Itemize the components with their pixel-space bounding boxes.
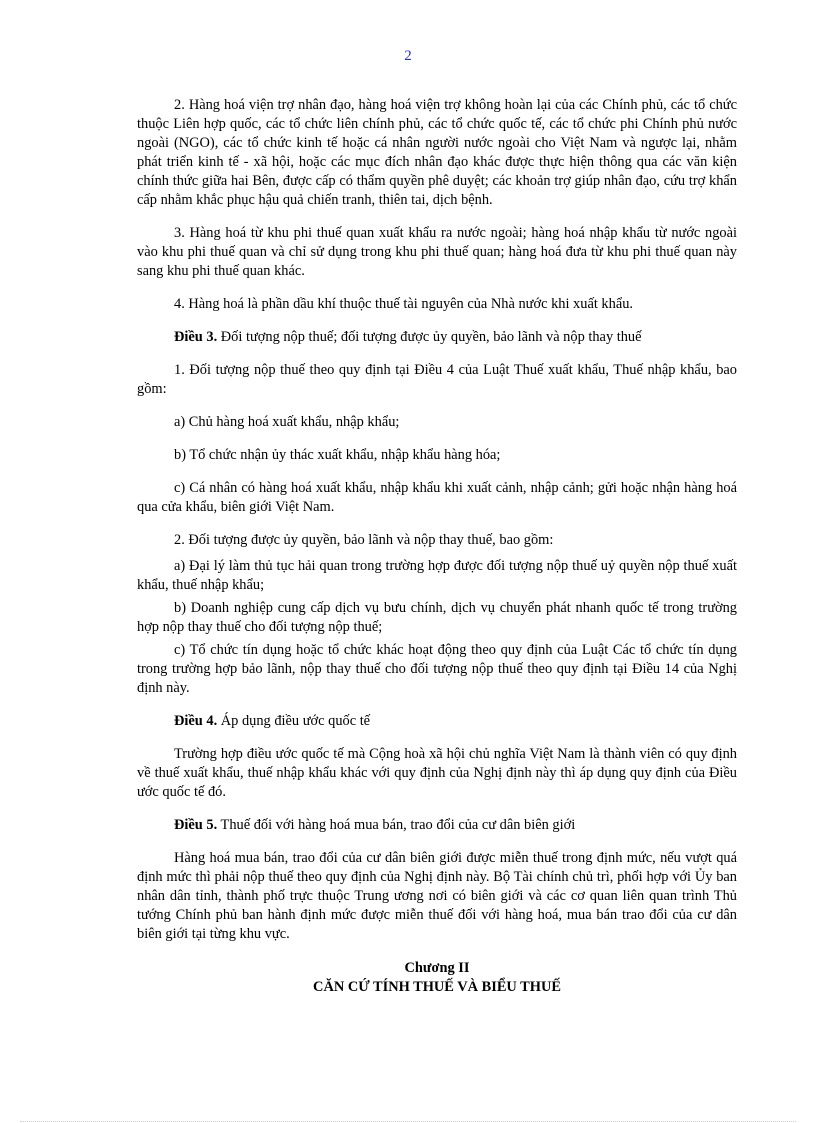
paragraph-dieu4: Trường hợp điều ước quốc tế mà Cộng hoà xã hội chủ nghĩa Việt Nam là thành viên có quy định về thuế xuất khẩu, thuế nhập khẩu khác với quy định của Nghị định này thì áp dụng quy định của Điều ước quốc tế đó. [137,746,737,800]
chapter-label: Chương II [404,960,470,976]
article-4-title: Áp dụng điều ước quốc tế [217,713,371,729]
paragraph-dieu3-khoan-1: 1. Đối tượng nộp thuế theo quy định tại Điều 4 của Luật Thuế xuất khẩu, Thuế nhập khẩu, bao gồm: [137,362,737,397]
paragraph-dieu3-2c: c) Tổ chức tín dụng hoặc tổ chức khác hoạt động theo quy định của Luật Các tổ chức tín dụng trong trường hợp bảo lãnh, nộp thay thuế cho đối tượng nộp thuế theo quy định tại Điều 14 của Nghị định này. [137,642,737,696]
paragraph-dieu3-c: c) Cá nhân có hàng hoá xuất khẩu, nhập khẩu khi xuất cảnh, nhập cảnh; gửi hoặc nhận hàng hoá qua cửa khẩu, biên giới Việt Nam. [137,480,737,515]
chapter-title: CĂN CỨ TÍNH THUẾ VÀ BIỂU THUẾ [313,979,561,995]
paragraph-khoan-4: 4. Hàng hoá là phần dầu khí thuộc thuế tài nguyên của Nhà nước khi xuất khẩu. [174,296,633,312]
document-body [137,96,737,997]
paragraph-dieu5: Hàng hoá mua bán, trao đổi của cư dân biên giới được miễn thuế trong định mức, nếu vượt quá định mức thì phải nộp thuế theo quy định của Nghị định này. Bộ Tài chính chủ trì, phối hợp với Ủy ban nhân dân tỉnh, thành phố trực thuộc Trung ương nơi có biên giới và các cơ quan liên quan trình Thủ tướng Chính phủ ban hành định mức được miễn thuế đối với hàng hoá, mua bán trao đổi của cư dân biên giới tại từng khu vực. [137,850,737,942]
paragraph-khoan-3: 3. Hàng hoá từ khu phi thuế quan xuất khẩu ra nước ngoài; hàng hoá nhập khẩu từ nước ngoài vào khu phi thuế quan và chỉ sử dụng trong khu phi thuế quan; hàng hoá đưa từ khu phi thuế quan này sang khu phi thuế quan khác. [137,225,737,279]
page-bottom-divider [20,1121,796,1122]
article-5-title: Thuế đối với hàng hoá mua bán, trao đổi của cư dân biên giới [217,817,576,833]
paragraph-dieu3-b: b) Tổ chức nhận ủy thác xuất khẩu, nhập khẩu hàng hóa; [174,447,501,463]
paragraph-khoan-2: 2. Hàng hoá viện trợ nhân đạo, hàng hoá viện trợ không hoàn lại của các Chính phủ, các tổ chức thuộc Liên hợp quốc, các tổ chức liên chính phủ, các tổ chức quốc tế, các tổ chức phi Chính phủ nước ngoài (NGO), các tổ chức kinh tế hoặc cá nhân người nước ngoài cho Việt Nam và ngược lại, nhằm phát triển kinh tế - xã hội, hoặc các mục đích nhân đạo khác được thực hiện thông qua các văn kiện chính thức giữa hai Bên, được cấp có thẩm quyền phê duyệt; các khoản trợ giúp nhân đạo, cứu trợ khẩn cấp nhằm khắc phục hậu quả chiến tranh, thiên tai, dịch bệnh. [137,97,737,208]
article-4-heading [137,712,737,731]
article-4-label: Điều 4. [174,713,218,729]
article-3-title: Đối tượng nộp thuế; đối tượng được ủy quyền, bảo lãnh và nộp thay thuế [217,329,642,345]
article-5-label: Điều 5. [174,817,218,833]
paragraph-dieu3-khoan-2: 2. Đối tượng được ủy quyền, bảo lãnh và nộp thay thuế, bao gồm: [174,532,554,548]
paragraph-dieu3-2a: a) Đại lý làm thủ tục hải quan trong trường hợp được đối tượng nộp thuế uỷ quyền nộp thuế xuất khẩu, thuế nhập khẩu; [137,558,737,593]
article-5-heading [137,816,737,835]
paragraph-dieu3-2b: b) Doanh nghiệp cung cấp dịch vụ bưu chính, dịch vụ chuyển phát nhanh quốc tế trong trường hợp nộp thay thuế cho đối tượng nộp thuế; [137,600,737,635]
article-3-heading [137,328,737,347]
paragraph-dieu3-a: a) Chủ hàng hoá xuất khẩu, nhập khẩu; [174,414,400,430]
page-number: 2 [404,48,412,64]
article-3-label: Điều 3. [174,329,218,345]
